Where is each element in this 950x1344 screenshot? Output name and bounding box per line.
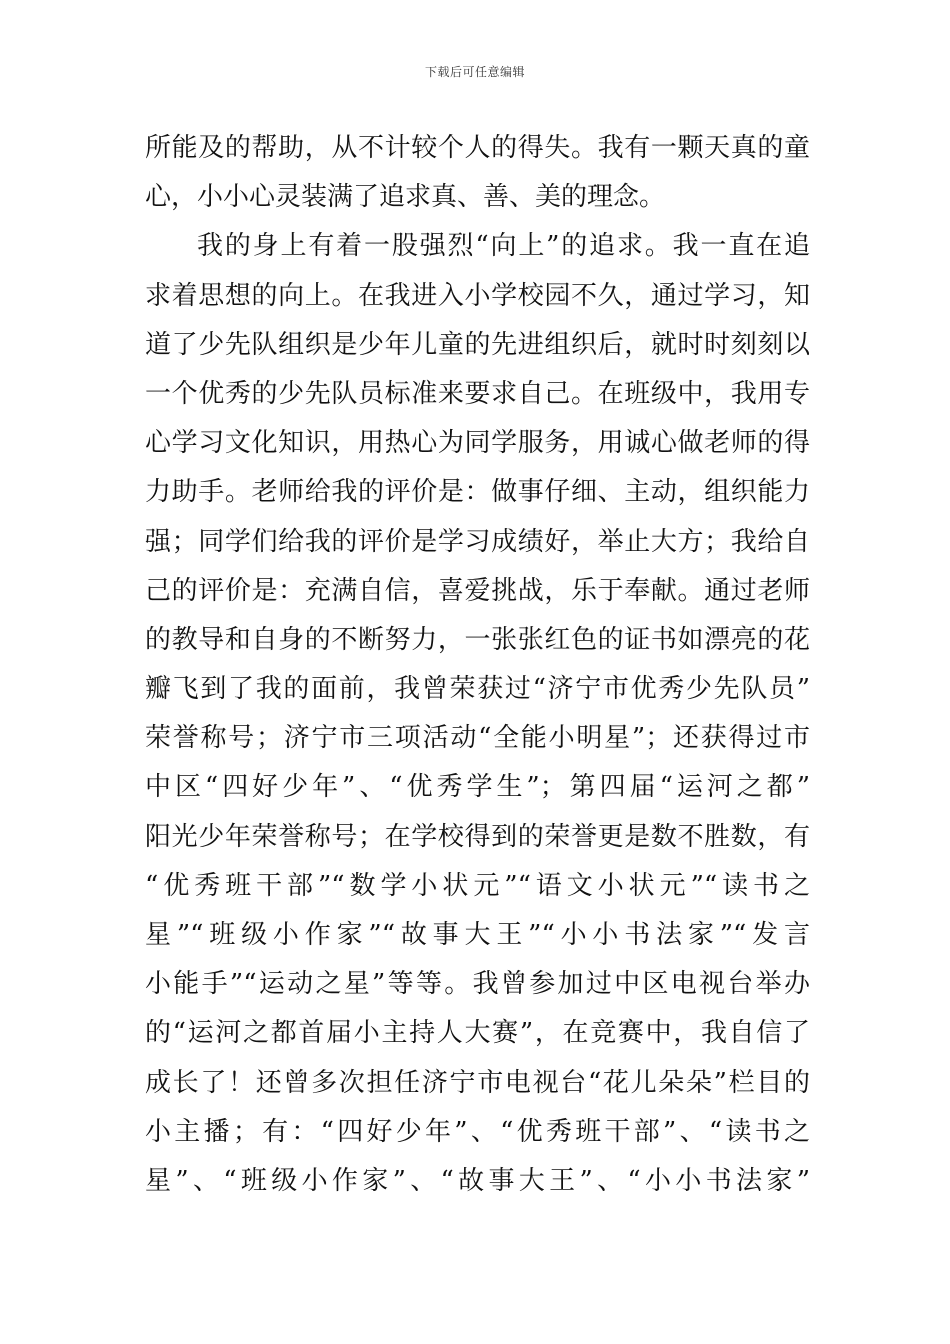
text-line: 小能手”“运动之星”等等。我曾参加过中区电视台举办 <box>145 969 810 1000</box>
paragraph-first-line: 我的身上有着一股强烈“向上”的追求。我一直在追 <box>197 231 810 262</box>
text-line: 求着思想的向上。在我进入小学校园不久，通过学习，知 <box>145 280 810 311</box>
text-line: 星”、“班级小作家”、“故事大王”、“小小书法家” <box>145 1165 810 1196</box>
text-line: 道了少先队组织是少年儿童的先进组织后，就时时刻刻以 <box>145 329 810 360</box>
text-line: 强；同学们给我的评价是学习成绩好，举止大方；我给自 <box>145 526 810 557</box>
text-line: “优秀班干部”“数学小状元”“语文小状元”“读书之 <box>145 870 810 901</box>
text-line: 心学习文化知识，用热心为同学服务，用诚心做老师的得 <box>145 428 810 459</box>
text-line: 荣誉称号；济宁市三项活动“全能小明星”；还获得过市 <box>145 723 810 754</box>
text-line: 的“运河之都首届小主持人大赛”，在竞赛中，我自信了 <box>145 1018 810 1049</box>
text-line: 力助手。老师给我的评价是：做事仔细、主动，组织能力 <box>145 477 810 508</box>
page-header: 下载后可任意编辑 <box>424 65 525 79</box>
text-line: 己的评价是：充满自信，喜爱挑战，乐于奉献。通过老师 <box>145 575 810 606</box>
document-body <box>145 124 810 1206</box>
text-line: 中区“四好少年”、“优秀学生”；第四届“运河之都” <box>145 772 810 803</box>
text-line: 一个优秀的少先队员标准来要求自己。在班级中，我用专 <box>145 378 810 409</box>
text-line: 瓣飞到了我的面前，我曾荣获过“济宁市优秀少先队员” <box>145 674 810 705</box>
text-line: 阳光少年荣誉称号；在学校得到的荣誉更是数不胜数，有 <box>145 821 810 852</box>
text-line: 的教导和自身的不断努力，一张张红色的证书如漂亮的花 <box>145 624 810 655</box>
text-line: 星”“班级小作家”“故事大王”“小小书法家”“发言 <box>145 920 810 950</box>
text-line: 所能及的帮助，从不计较个人的得失。我有一颗天真的童 <box>145 133 810 163</box>
text-line: 成长了！还曾多次担任济宁市电视台“花儿朵朵”栏目的 <box>145 1067 810 1098</box>
text-line: 小主播；有：“四好少年”、“优秀班干部”、“读书之 <box>145 1116 810 1147</box>
text-line: 心，小小心灵装满了追求真、善、美的理念。 <box>145 182 666 213</box>
